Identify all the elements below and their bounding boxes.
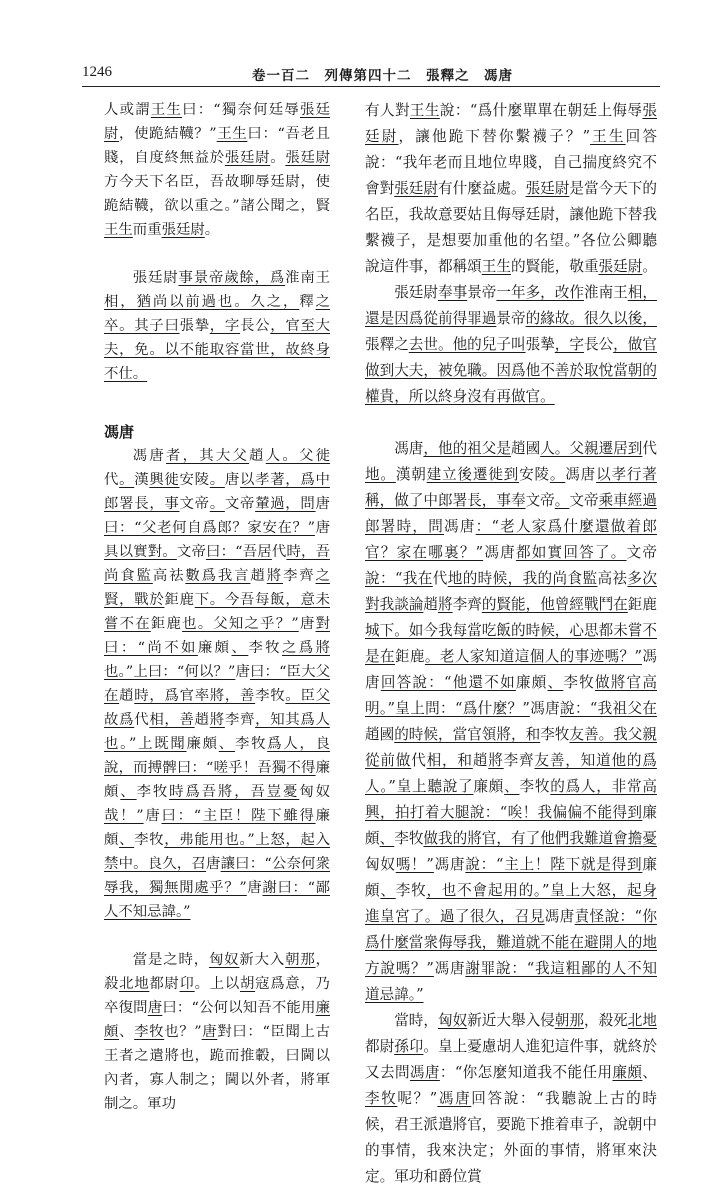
proper-name: 興徙 <box>149 472 180 488</box>
proper-name: 說：“我在 <box>365 570 433 587</box>
text-run: 文帝 <box>525 492 555 509</box>
text-run: 。上以 <box>194 976 240 992</box>
text-run: 馮唐 <box>394 440 424 457</box>
text-run: 對曰：“臣聞上古王者之遣將也，跪而推轂，曰閫以內者，寡人制之；閫以外者，將軍制之。軍功 <box>104 1024 330 1112</box>
proper-name: 之爲將也。”上曰：“何以？” <box>104 640 330 680</box>
text-run: 方今天下名臣，吾故聊辱廷尉，使跪結韈，欲以重之。”諸公聞之，賢 <box>104 174 330 214</box>
proper-name: 都如實回答了。 <box>515 544 627 561</box>
proper-name: 。 <box>549 466 566 483</box>
classical-text-column <box>104 98 331 1112</box>
text-run: 李齊 <box>503 752 535 769</box>
proper-name: 張廷尉 <box>285 150 330 166</box>
proper-name: 時爲吾將，吾豈憂 <box>169 784 300 800</box>
proper-name: 奉事 <box>437 284 468 301</box>
text-run: 趙 <box>472 752 489 769</box>
text-run: 是當今天下的名臣，我故意要姑且侮辱廷尉，讓他跪下替我繫襪子，是想要加重他的名望。”各位公卿聽說這件事，都稱頌 <box>365 180 657 275</box>
text-run: 趙國 <box>365 726 395 743</box>
proper-name: 李牧 <box>365 1090 398 1107</box>
text-run: 馮唐 <box>365 648 657 691</box>
proper-name: 、 <box>119 832 135 848</box>
text-run: 廉頗 <box>197 640 232 656</box>
text-run: 新近大舉入侵 <box>467 1012 555 1029</box>
proper-name: 多次對我談論 <box>365 570 657 613</box>
proper-name: ，字 <box>209 318 241 334</box>
text-run: 鉅鹿 <box>164 592 195 608</box>
proper-name: 的時候，當官領將，和 <box>394 726 541 743</box>
text-run: 馮唐 <box>544 908 575 925</box>
proper-name: 張廷尉 <box>104 102 330 142</box>
text-run: 代 <box>271 544 287 560</box>
text-run: 、 <box>119 1024 135 1040</box>
text-run: 李牧 <box>234 736 268 752</box>
text-run: 李牧 <box>255 688 286 704</box>
text-run: 張釋之 <box>365 336 409 353</box>
text-run: 趙 <box>250 568 267 584</box>
proper-name: 唐 <box>147 1000 163 1016</box>
proper-name: 之卒。其子曰 <box>104 294 330 334</box>
proper-name: 相，還是因爲從前得罪過 <box>365 284 657 327</box>
proper-name: 王生 <box>216 126 248 142</box>
running-title: 卷一百二 列傳第四十二 張釋之 馮唐 <box>252 68 513 84</box>
text-run: 李牧 <box>248 640 282 656</box>
proper-name: 讓曰：“公奈何衆辱我，獨無閒處乎？” <box>104 856 330 896</box>
text-run: 有什麼益處。 <box>438 180 526 197</box>
text-run: 馮唐 <box>529 700 561 717</box>
text-run: 匈奴 <box>299 784 330 800</box>
proper-name: 王生 <box>409 102 440 119</box>
text-run: 安陵 <box>179 472 210 488</box>
text-run: 馮唐 <box>433 856 466 873</box>
text-run: 馮唐 <box>132 448 167 464</box>
proper-name: 孫卬 <box>394 1038 424 1055</box>
proper-name: 嗎！” <box>395 856 434 873</box>
text-run: 代 <box>411 752 427 769</box>
section-title: 馮唐 <box>104 423 135 441</box>
text-run: 張廷尉 <box>132 270 179 286</box>
text-run: 寇爲意，乃卒復問 <box>104 976 330 1016</box>
proper-name: 將 <box>266 568 283 584</box>
text-run: 曰：“獨奈何廷辱 <box>182 102 300 118</box>
proper-name: 馮唐 <box>409 1064 440 1081</box>
text-paragraph <box>104 444 330 924</box>
text-paragraph <box>104 98 330 242</box>
proper-name: 張廷尉 <box>365 102 657 145</box>
text-run: ，使跪結韈？” <box>119 126 217 142</box>
proper-name: 責怪說：“你爲什麼當衆侮辱我，難道就不能在避開人的地方說嗎？” <box>365 908 657 977</box>
proper-name: 朝那 <box>554 1012 584 1029</box>
text-run: ，讓他跪下替你繫襪子？” <box>398 128 591 145</box>
text-paragraph <box>104 266 330 386</box>
text-run: 唐 <box>314 520 330 536</box>
text-run: ，殺 <box>104 952 330 992</box>
text-run: 馮唐 <box>483 544 516 561</box>
proper-name: ：“老人家爲什麼還做着郎官？家在哪裏？” <box>365 518 657 561</box>
proper-name: 廉頗 <box>612 1064 643 1081</box>
text-run: 李牧 <box>394 830 424 847</box>
proper-name: ，他的祖父是 <box>423 440 511 457</box>
proper-name: 地的時候，我的尚食監 <box>447 570 598 587</box>
proper-name: 謝曰：“鄙人不知忌諱。” <box>104 880 331 920</box>
proper-name: 以孝行著稱，做了中郎署長，事奉 <box>365 466 657 509</box>
proper-name: 說：“我祖父在 <box>560 700 657 717</box>
proper-name: 。 <box>554 492 570 509</box>
text-run: 代 <box>432 570 448 587</box>
text-run: 文帝 <box>626 544 657 561</box>
text-run: 廉頗 <box>515 674 548 691</box>
text-run: 唐 <box>143 808 162 824</box>
proper-name: 乘車經過郎署時，問 <box>365 492 657 535</box>
proper-name: 。 <box>119 472 135 488</box>
text-run: 馮唐 <box>565 466 597 483</box>
text-run: 都尉 <box>365 1038 395 1055</box>
proper-name: 、 <box>379 830 395 847</box>
translation-column <box>365 98 657 1185</box>
text-run: 代 <box>642 440 657 457</box>
proper-name: 下。今吾每飯，意未嘗不在 <box>104 592 330 632</box>
text-run: 李牧 <box>134 832 165 848</box>
text-run: 。 <box>642 258 657 275</box>
proper-name: 。 <box>209 496 225 512</box>
text-run: 張廷尉 <box>394 284 438 301</box>
text-run: 呢？” <box>397 1090 438 1107</box>
proper-name: 的賢能，他曾經戰鬥在 <box>481 596 628 613</box>
text-run: 趙 <box>119 688 135 704</box>
text-run: 廉頗 <box>365 804 657 847</box>
proper-name: 、 <box>218 736 235 752</box>
text-run: 唐 <box>246 880 263 896</box>
text-run: 趙 <box>423 596 438 613</box>
text-run: 李牧 <box>563 674 595 691</box>
proper-name: 之賢，戰於 <box>104 568 330 608</box>
text-run: 的賢能，敬重 <box>510 258 599 275</box>
proper-name: 地。 <box>365 466 396 483</box>
text-run: 代 <box>134 712 150 728</box>
proper-name: 曰：“父老何自爲郎？家安在？” <box>104 520 315 536</box>
proper-name: 匈奴 <box>437 1012 468 1029</box>
proper-name: 王生 <box>590 128 626 145</box>
proper-name: 爲人，良說，而搏髀曰：“嗟乎！吾獨不得 <box>104 736 330 776</box>
text-run: 高祛 <box>597 570 628 587</box>
text-run: 李牧 <box>519 778 551 795</box>
text-run: 馮唐 <box>444 518 476 535</box>
text-paragraph <box>365 280 657 410</box>
text-run: 李牧 <box>540 726 570 743</box>
proper-name: 張廷尉 <box>161 222 205 238</box>
proper-name: 將 <box>488 752 504 769</box>
proper-name: 匈奴 <box>208 952 240 968</box>
proper-name: ，也不會起用的。”皇上大怒，起身進皇宮了。過了很久，召見 <box>365 882 657 925</box>
text-run: 當是之時， <box>132 952 209 968</box>
proper-name: 張廷尉 <box>224 150 271 166</box>
text-run: 。 <box>270 150 286 166</box>
text-run: 人或謂 <box>104 102 151 118</box>
proper-name: 。老人家知道這個人的事迹嗎？” <box>424 648 642 665</box>
text-run: 唐 <box>224 472 240 488</box>
proper-name: 人。父徙 <box>265 448 330 464</box>
text-run: 馮唐 <box>433 960 466 977</box>
proper-name: 建立後遷徙到 <box>426 466 520 483</box>
proper-name: 。 <box>209 472 225 488</box>
page-number: 1246 <box>82 64 112 80</box>
text-run: 都尉 <box>149 976 180 992</box>
text-run: 李牧 <box>136 784 170 800</box>
proper-name: 胡 <box>239 976 256 992</box>
text-run: 廉頗 <box>365 856 657 899</box>
proper-name: 人。父親遷居到 <box>540 440 643 457</box>
proper-name: ，弗能用也。”上怒，起入禁中。良久，召 <box>104 832 330 872</box>
proper-name: 卬 <box>179 976 195 992</box>
text-paragraph <box>365 1008 657 1190</box>
text-run: 曰：“吾老且賤，自度終無益於 <box>104 126 330 166</box>
proper-name: 輦過，問 <box>255 496 316 512</box>
proper-name: 也。父知之乎？” <box>182 616 299 632</box>
proper-name: 王生 <box>150 102 183 118</box>
proper-name: ，官至大夫，免。以不能取容當世，故終身不仕。 <box>104 318 330 382</box>
proper-name: 數爲我言 <box>185 568 251 584</box>
text-run: 景帝 <box>496 310 526 327</box>
text-run: 廉頗 <box>104 760 330 800</box>
proper-name: 哉！” <box>104 808 144 824</box>
proper-name: 做將官高明。”皇上問：“爲什麼？” <box>365 674 657 717</box>
proper-name: 說：“主上！陛下就是得到 <box>465 856 643 873</box>
proper-name: 王生 <box>104 222 133 238</box>
proper-name: 。臣父故爲 <box>104 688 330 728</box>
proper-name: 時，爲官率將，善 <box>134 688 256 704</box>
proper-name: 、 <box>504 778 520 795</box>
proper-name: 李牧 <box>134 1024 165 1040</box>
text-run: 廉頗 <box>104 808 330 848</box>
proper-name: 張廷尉 <box>525 180 570 197</box>
proper-name: 去世。他的兒子叫 <box>408 336 526 353</box>
proper-name: 曰：“吾居 <box>206 544 272 560</box>
text-run: 釋 <box>299 294 316 310</box>
text-run: 唐 <box>315 496 330 512</box>
text-run: 。皇上憂慮胡人進犯這件事，就終於又去問 <box>365 1038 657 1081</box>
text-run: 曰：“公何以知吾不能用 <box>162 1000 316 1016</box>
proper-name: 張廷尉 <box>394 180 438 197</box>
text-run: 文帝 <box>569 492 599 509</box>
text-run: 李齊 <box>283 568 316 584</box>
text-run: 新大入 <box>239 952 286 968</box>
text-run: 唐 <box>298 616 316 632</box>
text-run: 鉅鹿 <box>150 616 183 632</box>
text-run: 唐 <box>235 664 251 680</box>
proper-name: 一年多，改作 <box>496 284 584 301</box>
proper-name: 馮唐 <box>437 1090 472 1107</box>
text-paragraph <box>104 948 330 1116</box>
text-run: 李齊 <box>452 596 482 613</box>
proper-name: 相，猶尚以前過也。久之， <box>104 294 300 310</box>
proper-name: 、 <box>547 674 564 691</box>
proper-name: 相，和 <box>426 752 473 769</box>
text-run: 李牧 <box>395 882 427 899</box>
proper-name: 的爲人，非常高興，拍打着大腿說：“唉！我偏偏不能得到 <box>365 778 657 821</box>
text-run: 唐 <box>206 856 221 872</box>
text-run: 代 <box>104 472 120 488</box>
proper-name: 北地 <box>627 1012 657 1029</box>
text-run: 廉頗 <box>186 736 219 752</box>
text-run: 趙 <box>194 712 210 728</box>
text-run: 回答說：“我聽說上古的時候，君王派遣將官，要跪下推着車子，說朝中的事情，我來決定；外面的事情，將軍來決定。軍功和爵位賞 <box>365 1090 657 1185</box>
proper-name: 相，善 <box>149 712 195 728</box>
text-run: 當時， <box>394 1012 438 1029</box>
proper-name: 將 <box>209 712 225 728</box>
proper-name: 時，吾尚食監 <box>104 544 330 584</box>
text-run: 而重 <box>132 222 162 238</box>
text-run: 景帝 <box>467 284 497 301</box>
proper-name: 唐 <box>201 1024 218 1040</box>
proper-name: 事景帝歲餘，爲 <box>178 270 286 286</box>
text-run: 回答說：“我年老而且地位卑賤，自己揣度終究不會對 <box>365 128 657 197</box>
text-run: 張摯 <box>179 318 210 334</box>
text-run: 文帝 <box>176 544 207 560</box>
text-paragraph <box>365 98 657 280</box>
proper-name: 做我的將官，有了他們我難道會擔憂 <box>423 830 657 847</box>
proper-name: 、 <box>380 882 396 899</box>
proper-name: 友善，知道他的爲人。”皇上聽說了 <box>365 752 657 795</box>
proper-name: 曰：“主臣！陛下雖得 <box>161 808 316 824</box>
text-run: 。 <box>204 222 220 238</box>
text-run: 說：“爲什麼單單在朝廷上侮辱 <box>439 102 643 119</box>
text-paragraph <box>365 436 657 1008</box>
proper-name: 曰：“臣大父在 <box>104 664 330 704</box>
text-run: 文帝 <box>179 496 210 512</box>
proper-name: 對曰：“尚不如 <box>104 616 330 656</box>
text-run: 鉅鹿 <box>627 596 657 613</box>
text-run: 淮南王 <box>285 270 330 286</box>
proper-name: 朝那 <box>285 952 316 968</box>
text-run: 安陵 <box>519 466 550 483</box>
page-header <box>82 60 660 87</box>
text-run: ：“你怎麼知道我不能任用 <box>439 1064 613 1081</box>
proper-name: 張廷尉 <box>598 258 643 275</box>
text-run: 、 <box>642 1064 657 1081</box>
proper-name: 的緣故。很久以後， <box>525 310 657 327</box>
text-run: 有人對 <box>365 102 410 119</box>
proper-name: 北地 <box>119 976 150 992</box>
proper-name: 將 <box>438 596 453 613</box>
text-run: 趙 <box>249 448 266 464</box>
proper-name: 具以實對。 <box>104 544 177 560</box>
proper-name: 回答說：“他還不如 <box>380 674 516 691</box>
proper-name: 廉頗 <box>104 1000 330 1040</box>
proper-name: 者，其大父 <box>166 448 250 464</box>
text-run: 長公 <box>240 318 271 334</box>
text-run: 長公 <box>583 336 614 353</box>
proper-name: 謝罪說：“我這粗鄙的人不知道忌諱。” <box>365 960 657 1003</box>
text-run: 廉頗 <box>473 778 505 795</box>
proper-name: 以孝著，爲中郎署長，事 <box>104 472 330 512</box>
text-run: 李齊 <box>224 712 256 728</box>
proper-name: 王生 <box>481 258 511 275</box>
text-run: 淮南王 <box>583 284 628 301</box>
proper-name: 、 <box>231 640 249 656</box>
text-run: 鉅鹿 <box>394 648 425 665</box>
text-run: 也？” <box>164 1024 202 1040</box>
text-run: 張摯 <box>525 336 555 353</box>
text-run: 趙國 <box>510 440 541 457</box>
proper-name: 友善。我父親從前做 <box>365 726 657 769</box>
proper-name: ，字 <box>554 336 584 353</box>
proper-name: ，知其爲人也。”上既聞 <box>104 712 330 752</box>
proper-name: 、 <box>120 784 137 800</box>
proper-name: ，做官做到大夫，被免職。因爲他不善於取悅當朝的權貴，所以終身沒有再做官。 <box>365 336 657 405</box>
proper-name: 城下。如今我每當吃飯的時候，心思都未嘗不是在 <box>365 622 657 665</box>
text-run: 漢朝 <box>395 466 427 483</box>
text-run: 高祛 <box>152 568 186 584</box>
text-run: 文帝 <box>224 496 256 512</box>
text-run: 漢 <box>134 472 150 488</box>
text-run: ，殺死 <box>583 1012 628 1029</box>
text-run: 匈奴 <box>365 856 396 873</box>
